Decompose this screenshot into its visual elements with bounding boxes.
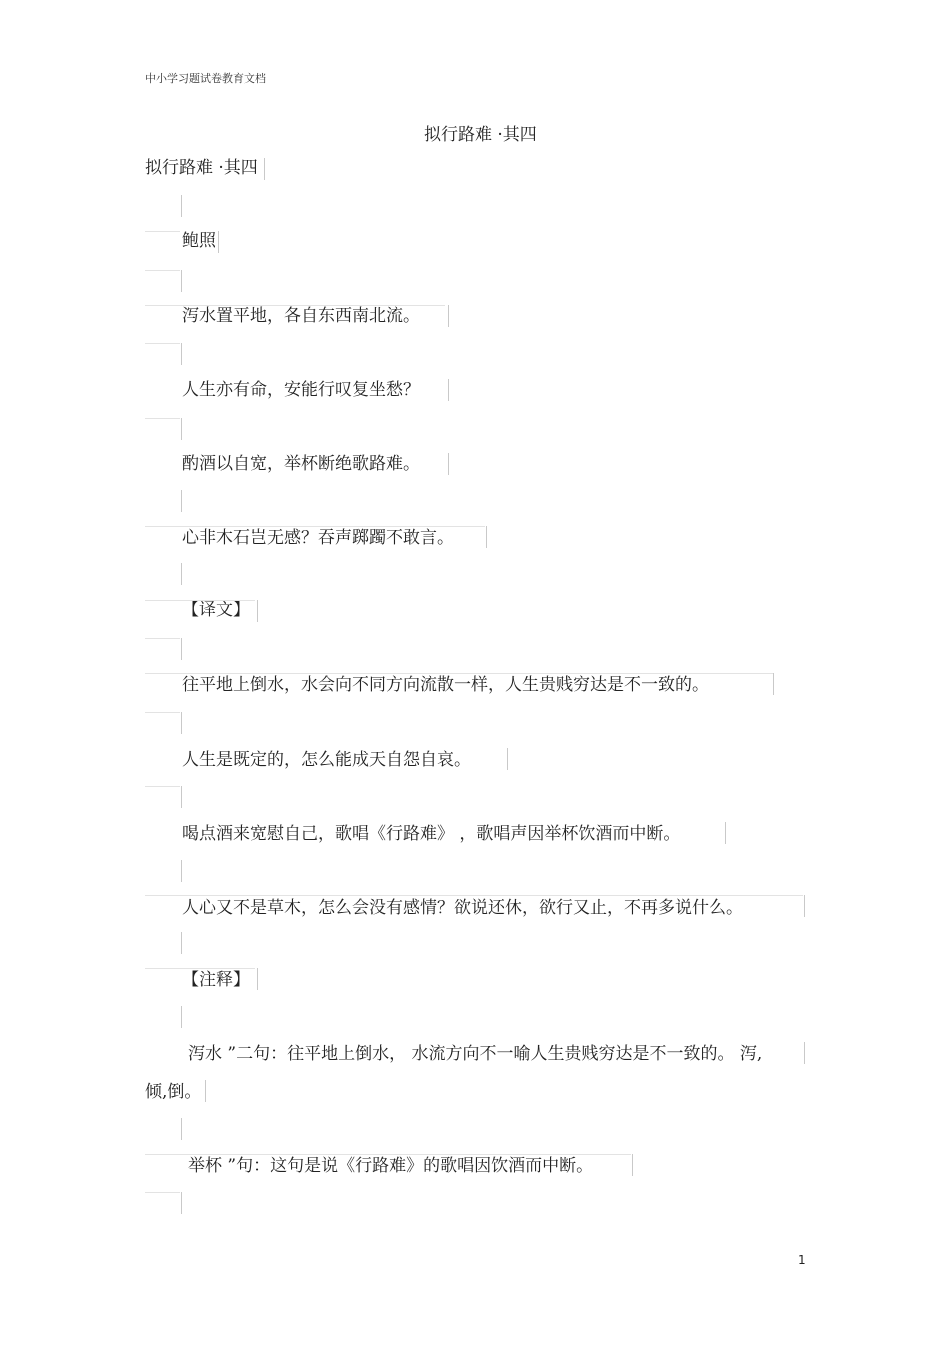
poem-title: 拟行路难 ·其四 (145, 158, 258, 178)
poem-line-3: 酌酒以自宽，举杯断绝歌路难。 (182, 454, 420, 474)
note-2: 举杯 ”句：这句是说《行路难》的歌唱因饮酒而中断。 (188, 1156, 594, 1176)
translation-line-2: 人生是既定的，怎么能成天自怨自哀。 (182, 750, 471, 770)
translation-heading: 【译文】 (182, 600, 250, 620)
poem-author: 鲍照 (182, 231, 216, 251)
poem-line-2: 人生亦有命，安能行叹复坐愁？ (182, 380, 420, 400)
page-number: 1 (798, 1253, 806, 1267)
document-header: 中小学习题试卷教育文档 (145, 72, 266, 85)
translation-line-4: 人心又不是草木，怎么会没有感情？欲说还休，欲行又止，不再多说什么。 (182, 898, 743, 918)
notes-heading: 【注释】 (182, 970, 250, 990)
poem-line-1: 泻水置平地，各自东西南北流。 (182, 306, 420, 326)
translation-line-3: 喝点酒来宽慰自己，歌唱《行路难》 ，歌唱声因举杯饮酒而中断。 (182, 824, 681, 844)
document-title: 拟行路难 ·其四 (424, 125, 537, 145)
note-1-line-1: 泻水 ”二句：往平地上倒水， 水流方向不一喻人生贵贱穷达是不一致的。 泻, (188, 1044, 763, 1064)
note-1-line-2: 倾,倒。 (145, 1082, 202, 1102)
translation-line-1: 往平地上倒水，水会向不同方向流散一样，人生贵贱穷达是不一致的。 (182, 675, 709, 695)
poem-line-4: 心非木石岂无感？吞声踯躅不敢言。 (182, 528, 454, 548)
